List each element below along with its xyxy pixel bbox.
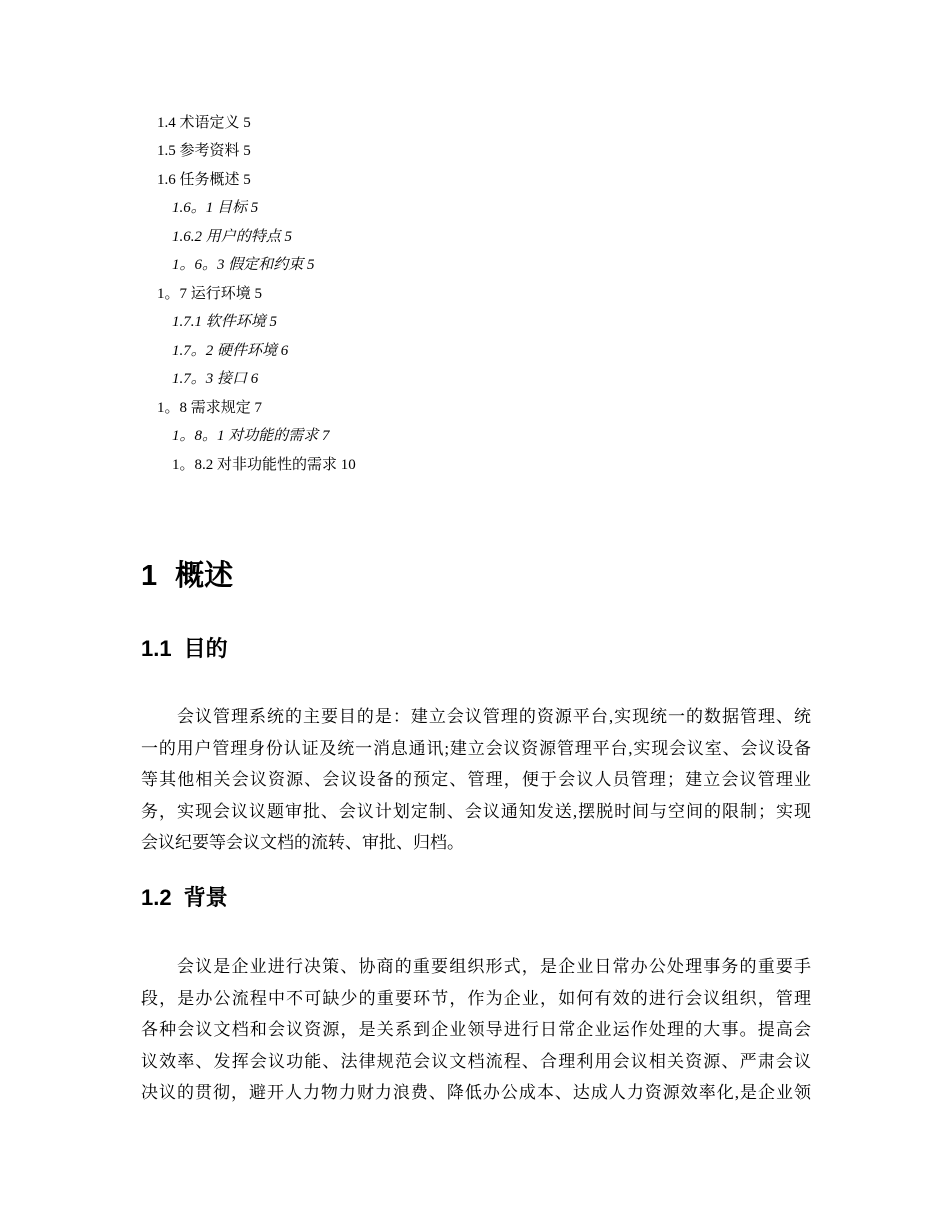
heading-title: 概述 (175, 560, 234, 592)
toc-item[interactable]: 1.7。3 接口 6 (172, 371, 259, 387)
heading-number: 1.2 (141, 885, 172, 910)
heading-number: 1 (141, 560, 158, 592)
heading-number: 1.1 (141, 636, 172, 661)
heading-section-1 (141, 556, 233, 596)
toc-item[interactable]: 1。8 需求规定 7 (157, 400, 263, 416)
paragraph-line: 等其他相关会议资源、会议设备的预定、管理，便于会议人员管理；建立会议管理业 (141, 770, 811, 789)
toc-item[interactable]: 1.6.2 用户的特点 5 (172, 229, 293, 245)
heading-section-1-1 (141, 634, 228, 664)
paragraph-line: 会议是企业进行决策、协商的重要组织形式，是企业日常办公处理事务的重要手 (177, 957, 811, 976)
toc-item[interactable]: 1.4 术语定义 5 (157, 115, 251, 131)
background-paragraph (141, 951, 811, 1109)
paragraph-line: 议效率、发挥会议功能、法律规范会议文档流程、合理利用会议相关资源、严肃会议 (141, 1051, 811, 1071)
paragraph-line: 段，是办公流程中不可缺少的重要环节，作为企业，如何有效的进行会议组织，管理 (141, 988, 811, 1008)
toc-item[interactable]: 1.7.1 软件环境 5 (172, 314, 278, 330)
paragraph-line: 决议的贯彻，避开人力物力财力浪费、降低办公成本、达成人力资源效率化,是企业领 (141, 1083, 811, 1102)
toc-item[interactable]: 1.6 任务概述 5 (157, 172, 251, 188)
toc-item[interactable]: 1.5 参考资料 5 (157, 143, 251, 159)
paragraph-line: 各种会议文档和会议资源，是关系到企业领导进行日常企业运作处理的大事。提高会 (141, 1020, 811, 1039)
paragraph-line: 务，实现会议议题审批、会议计划定制、会议通知发送,摆脱时间与空间的限制；实现 (141, 801, 811, 821)
toc-item[interactable]: 1。6。3 假定和约束 5 (172, 257, 315, 273)
paragraph-line: 会议纪要等会议文档的流转、审批、归档。 (141, 833, 464, 852)
toc-item[interactable]: 1.6。1 目标 5 (172, 200, 259, 216)
toc-item[interactable]: 1.7。2 硬件环境 6 (172, 343, 289, 359)
heading-section-1-2 (141, 883, 228, 913)
toc-item[interactable]: 1。8。1 对功能的需求 7 (172, 428, 330, 444)
toc-item[interactable]: 1。8.2 对非功能性的需求 10 (172, 457, 356, 473)
heading-title: 目的 (183, 636, 228, 661)
purpose-paragraph (141, 701, 811, 859)
heading-title: 背景 (183, 885, 228, 910)
toc-item[interactable]: 1。7 运行环境 5 (157, 286, 263, 302)
paragraph-line: 会议管理系统的主要目的是：建立会议管理的资源平台,实现统一的数据管理、统 (177, 707, 811, 726)
paragraph-line: 一的用户管理身份认证及统一消息通讯;建立会议资源管理平台,实现会议室、会议设备 (141, 738, 811, 758)
